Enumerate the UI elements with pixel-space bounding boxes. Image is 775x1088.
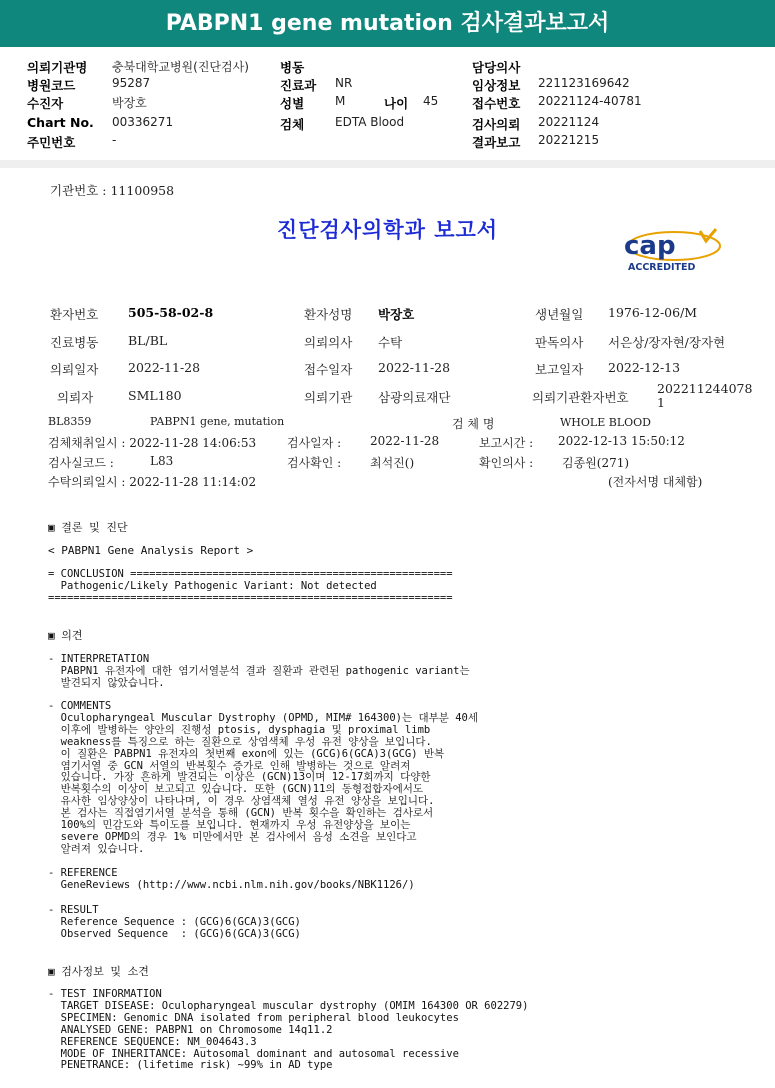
header-value: 20221124-40781 — [538, 94, 642, 108]
patient-value: 505-58-02-8 — [128, 305, 214, 320]
text-line: weakness를 특징으로 하는 질환으로 상염색체 우성 유전 양상을 보입니다. — [48, 735, 432, 748]
verified-by-value: 최석진() — [370, 456, 415, 470]
collection-time: 검체채취일시 : 2022-11-28 14:06:53 — [48, 436, 257, 450]
specimen-name: WHOLE BLOOD — [560, 416, 651, 429]
test-code: BL8359 — [48, 415, 92, 428]
patient-value: 박장호 — [378, 307, 415, 322]
e-signature-note: (전자서명 대체함) — [608, 475, 703, 489]
lab-code-value: L83 — [150, 454, 174, 468]
patient-value: 202211244078 — [657, 381, 753, 396]
patient-value: 서은상/장자현/장자현 — [608, 335, 726, 350]
text-line: 본 검사는 직접염기서열 분석을 통해 (GCN) 반복 횟수을 확인하는 검사로서 — [48, 807, 434, 820]
confirm-doctor-label: 확인의사 : — [479, 456, 534, 470]
test-info-block — [48, 989, 528, 1072]
reference-link: GeneReviews (http://www.ncbi.nlm.nih.gov/books/NBK1126/) — [48, 878, 415, 891]
conclusion-block — [48, 569, 453, 605]
opinion-heading: ▣ 의견 — [48, 629, 83, 642]
text-line: MODE OF INHERITANCE: Autosomal dominant and autosomal recessive — [48, 1047, 459, 1060]
patient-label: 의뢰기관 — [304, 390, 353, 405]
patient-label: 의뢰자 — [57, 390, 94, 405]
text-line: 있습니다. 가장 흔하게 발견되는 이상은 (GCN)13이며 12-17회까지 다양한 — [48, 771, 431, 784]
test-date-value: 2022-11-28 — [370, 434, 440, 448]
test-date-label: 검사일자 : — [287, 436, 342, 450]
header-label: 임상정보 — [472, 78, 521, 93]
age-label: 나이 — [384, 96, 409, 111]
text-line: - TEST INFORMATION — [48, 988, 162, 1000]
header-label: 수진자 — [27, 96, 64, 111]
patient-value: SML180 — [128, 388, 182, 403]
patient-value: 삼광의료재단 — [378, 390, 451, 405]
header-label: Chart No. — [27, 115, 94, 130]
header-value: 20221215 — [538, 133, 600, 147]
report-name: < PABPN1 Gene Analysis Report > — [48, 544, 254, 557]
patient-label: 접수일자 — [304, 362, 353, 377]
header-label: 검사의뢰 — [472, 117, 521, 132]
header-label: 진료과 — [280, 78, 317, 93]
header-label: 성별 — [280, 96, 305, 111]
text-line: - REFERENCE — [48, 867, 118, 879]
patient-label: 의뢰기관환자번호 — [532, 390, 629, 405]
patient-label: 생년월일 — [535, 307, 584, 322]
text-line: - COMMENTS — [48, 700, 112, 712]
text-line: 알려져 있습니다. — [48, 842, 145, 855]
text-line: TARGET DISEASE: Oculopharyngeal muscular dystrophy (OMIM 164300 OR 602279) — [48, 999, 529, 1012]
cap-logo-text: cap — [624, 231, 676, 261]
cap-accredited-logo — [622, 226, 722, 272]
request-header — [0, 47, 775, 160]
section-divider — [0, 160, 775, 168]
test-name: PABPN1 gene, mutation — [150, 415, 285, 428]
patient-value: 2022-12-13 — [608, 360, 681, 375]
header-value: 00336271 — [112, 115, 174, 129]
patient-value: 수탁 — [378, 335, 403, 350]
header-label: 병동 — [280, 60, 305, 75]
patient-label: 환자성명 — [304, 307, 353, 322]
header-value: 95287 — [112, 76, 151, 90]
report-time-label: 보고시간 : — [479, 436, 534, 450]
header-value: NR — [335, 76, 353, 90]
header-value: 충북대학교병원(진단검사) — [112, 60, 249, 74]
header-label: 검체 — [280, 117, 305, 132]
reference-sequence: Reference Sequence : (GCG)6(GCA)3(GCG) — [48, 915, 301, 928]
text-line: 100%의 민감도와 특이도를 보입니다. 현재까지 우성 유전양상을 보이는 — [48, 819, 411, 832]
patient-label: 의뢰의사 — [304, 335, 353, 350]
institution-number: 기관번호 : 11100958 — [50, 183, 175, 198]
text-line: PENETRANCE: (lifetime risk) ~99% in AD type — [48, 1059, 333, 1072]
header-value: 221123169642 — [538, 76, 630, 90]
header-label: 의뢰기관명 — [27, 60, 88, 75]
text-line: - INTERPRETATION — [48, 653, 150, 665]
patient-label: 환자번호 — [50, 307, 99, 322]
confirm-doctor-value: 김종원(271) — [562, 456, 630, 470]
header-label: 결과보고 — [472, 135, 521, 150]
text-line: 염기서열 중 GCN 서열의 반복횟수 증가로 인해 발병하는 것으로 알려져 — [48, 759, 411, 772]
accredited-text: ACCREDITED — [628, 262, 696, 272]
text-line: 발견되지 않았습니다. — [48, 676, 165, 689]
lab-report-title: 진단검사의학과 보고서 — [276, 218, 499, 242]
conclusion-line: ================================================================ — [48, 591, 453, 604]
patient-label: 판독의사 — [535, 335, 584, 350]
patient-value: 2022-11-28 — [128, 360, 201, 375]
patient-label: 진료병동 — [50, 335, 99, 350]
text-line: ANALYSED GENE: PABPN1 on Chromosome 14q11.2 — [48, 1023, 333, 1036]
text-line: 이 질환은 PABPN1 유전자의 첫번째 exon에 있는 (GCG)6(GCA)3(GCG) 반복 — [48, 747, 445, 760]
reference-block — [48, 868, 415, 892]
text-line: 반복횟수의 이상이 보고되고 있습니다. 또한 (GCN)11의 동형접합자에서도 — [48, 783, 424, 796]
cap-logo-icon — [622, 226, 722, 272]
verified-by-label: 검사확인 : — [287, 456, 342, 470]
interpretation-block — [48, 654, 470, 690]
report-time-value: 2022-12-13 15:50:12 — [558, 434, 685, 448]
result-block — [48, 905, 301, 941]
text-line: REFERENCE SEQUENCE: NM_004643.3 — [48, 1035, 257, 1048]
lab-code-label: 검사실코드 : — [48, 456, 114, 470]
patient-label: 보고일자 — [535, 362, 584, 377]
specimen-label: 검 체 명 — [452, 417, 495, 431]
text-line: 유사한 임상양상이 나타나며, 이 경우 상염색체 열성 유전 양상을 보입니다. — [48, 795, 435, 808]
header-label: 주민번호 — [27, 135, 76, 150]
text-line: Oculopharyngeal Muscular Dystrophy (OPMD, MIM# 164300)는 대부분 40세 — [48, 711, 479, 724]
text-line: - RESULT — [48, 904, 99, 916]
patient-value-cont: 1 — [657, 395, 665, 410]
header-label: 접수번호 — [472, 96, 521, 111]
comments-block — [48, 701, 478, 856]
conclusion-result: Pathogenic/Likely Pathogenic Variant: Not detected — [48, 579, 377, 592]
text-line: 이후에 발병하는 양안의 진행성 ptosis, dysphagia 및 proximal limb — [48, 723, 431, 736]
patient-value: 1976-12-06/M — [608, 305, 698, 320]
patient-value: 2022-11-28 — [378, 360, 451, 375]
header-value: 박장호 — [112, 96, 147, 110]
patient-label: 의뢰일자 — [50, 362, 99, 377]
report-title: PABPN1 gene mutation 검사결과보고서 — [165, 11, 610, 36]
header-value: - — [112, 133, 117, 147]
age-value: 45 — [423, 94, 439, 108]
header-value: EDTA Blood — [335, 115, 405, 129]
text-line: severe OPMD의 경우 1% 미만에서만 본 검사에서 음성 소견을 보인다고 — [48, 830, 417, 843]
text-line: PABPN1 유전자에 대한 염기서열분석 결과 질환과 관련된 pathogenic variant는 — [48, 664, 470, 677]
observed-sequence: Observed Sequence : (GCG)6(GCA)3(GCG) — [48, 927, 301, 940]
request-time: 수탁의뢰일시 : 2022-11-28 11:14:02 — [48, 475, 257, 489]
test-info-heading: ▣ 검사정보 및 소견 — [48, 965, 149, 978]
report-title-bar — [0, 0, 775, 47]
conclusion-heading: ▣ 결론 및 진단 — [48, 521, 128, 534]
text-line: SPECIMEN: Genomic DNA isolated from peripheral blood leukocytes — [48, 1011, 459, 1024]
conclusion-line: = CONCLUSION =================================================== — [48, 568, 453, 580]
header-label: 병원코드 — [27, 78, 76, 93]
header-value: M — [335, 94, 346, 108]
patient-value: BL/BL — [128, 333, 168, 348]
header-label: 담당의사 — [472, 60, 521, 75]
header-value: 20221124 — [538, 115, 600, 129]
